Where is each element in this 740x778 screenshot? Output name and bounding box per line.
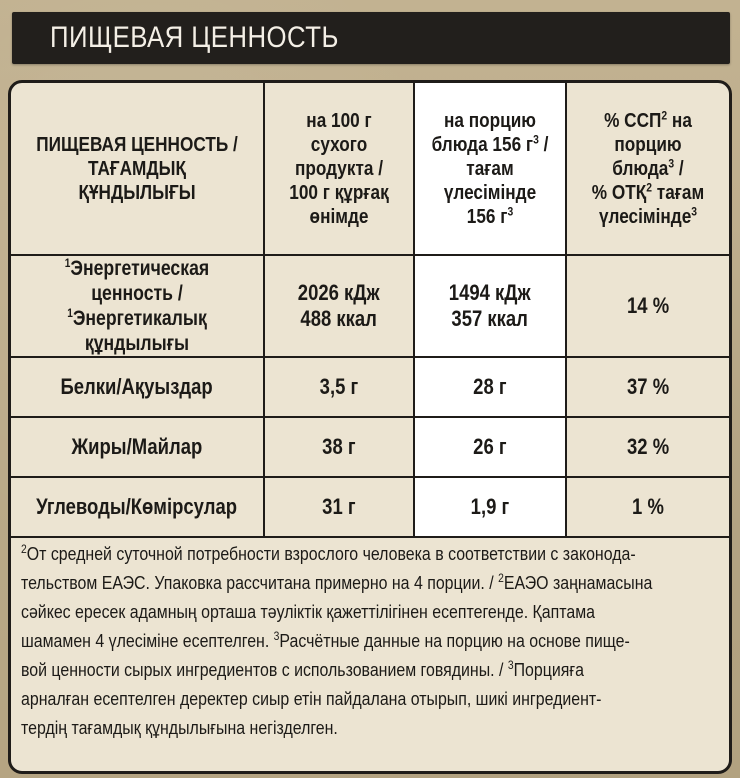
header-per-100g: на 100 г сухого продукта / 100 г құрғақ өнімде (264, 83, 414, 255)
row-label-energy: $^1$Энергетическая ценность / $^1$Энергетикалық құндылығы (11, 255, 264, 357)
row-label-fat: Жиры/Майлар (11, 417, 264, 477)
title-banner (12, 12, 730, 64)
footnote-line: шамамен 4 үлесіміне есептелген. $^3$Расчётные данные на порцию на основе пище- (21, 628, 630, 651)
nutrition-panel (8, 80, 732, 774)
footnote-line: арналған есептелген деректер сиыр етін пайдалана отырып, шикі ингредиент- (21, 688, 602, 709)
fat-per-100g: 38 г (264, 417, 414, 477)
carbs-per-portion: 1,9 г (414, 477, 566, 537)
energy-percent: 14 % (566, 255, 729, 357)
footnote-line: тердің тағамдық құндылығына негізделген. (21, 717, 338, 738)
row-label-protein: Белки/Ақуыздар (11, 357, 264, 417)
table-row-protein (11, 357, 729, 417)
nutrition-table (11, 83, 729, 538)
header-nutrient: ПИЩЕВАЯ ЦЕННОСТЬ / ТАҒАМДЫҚ ҚҰНДЫЛЫҒЫ (11, 83, 264, 255)
header-percent-daily: % ССП$^2$ на порцию блюда$^3$ / % ОТҚ$^2$ тағам үлесімінде$^3$ (566, 83, 729, 255)
header-per-portion: на порцию блюда 156 $г^3$ / тағам үлесімінде 156 $г^3$ (414, 83, 566, 255)
page-title: ПИЩЕВАЯ ЦЕННОСТЬ (50, 21, 339, 54)
table-header-row (11, 83, 729, 255)
footnote-line: сәйкес ересек адамның орташа тәуліктік қажеттілігінен есептегенде. Қаптама (21, 601, 596, 622)
energy-per-portion: 1494 кДж 357 ккал (414, 255, 566, 357)
protein-per-portion: 28 г (414, 357, 566, 417)
protein-percent: 37 % (566, 357, 729, 417)
energy-per-100g: 2026 кДж 488 ккал (264, 255, 414, 357)
footnote (21, 539, 721, 742)
carbs-percent: 1 % (566, 477, 729, 537)
row-label-carbs: Углеводы/Көмірсулар (11, 477, 264, 537)
footnote-line: тельством ЕАЭС. Упаковка рассчитана примерно на 4 порции. / $^2$ЕАЭО заңнамасына (21, 570, 653, 593)
footnote-line: $^2$От средней суточной потребности взрослого человека в соответствии с законода- (21, 541, 636, 564)
table-row-energy (11, 255, 729, 357)
carbs-per-100g: 31 г (264, 477, 414, 537)
footnote-line: вой ценности сырых ингредиентов с использованием говядины. / $^3$Порцияға (21, 657, 584, 680)
table-row-carbs (11, 477, 729, 537)
fat-per-portion: 26 г (414, 417, 566, 477)
protein-per-100g: 3,5 г (264, 357, 414, 417)
fat-percent: 32 % (566, 417, 729, 477)
table-row-fat (11, 417, 729, 477)
